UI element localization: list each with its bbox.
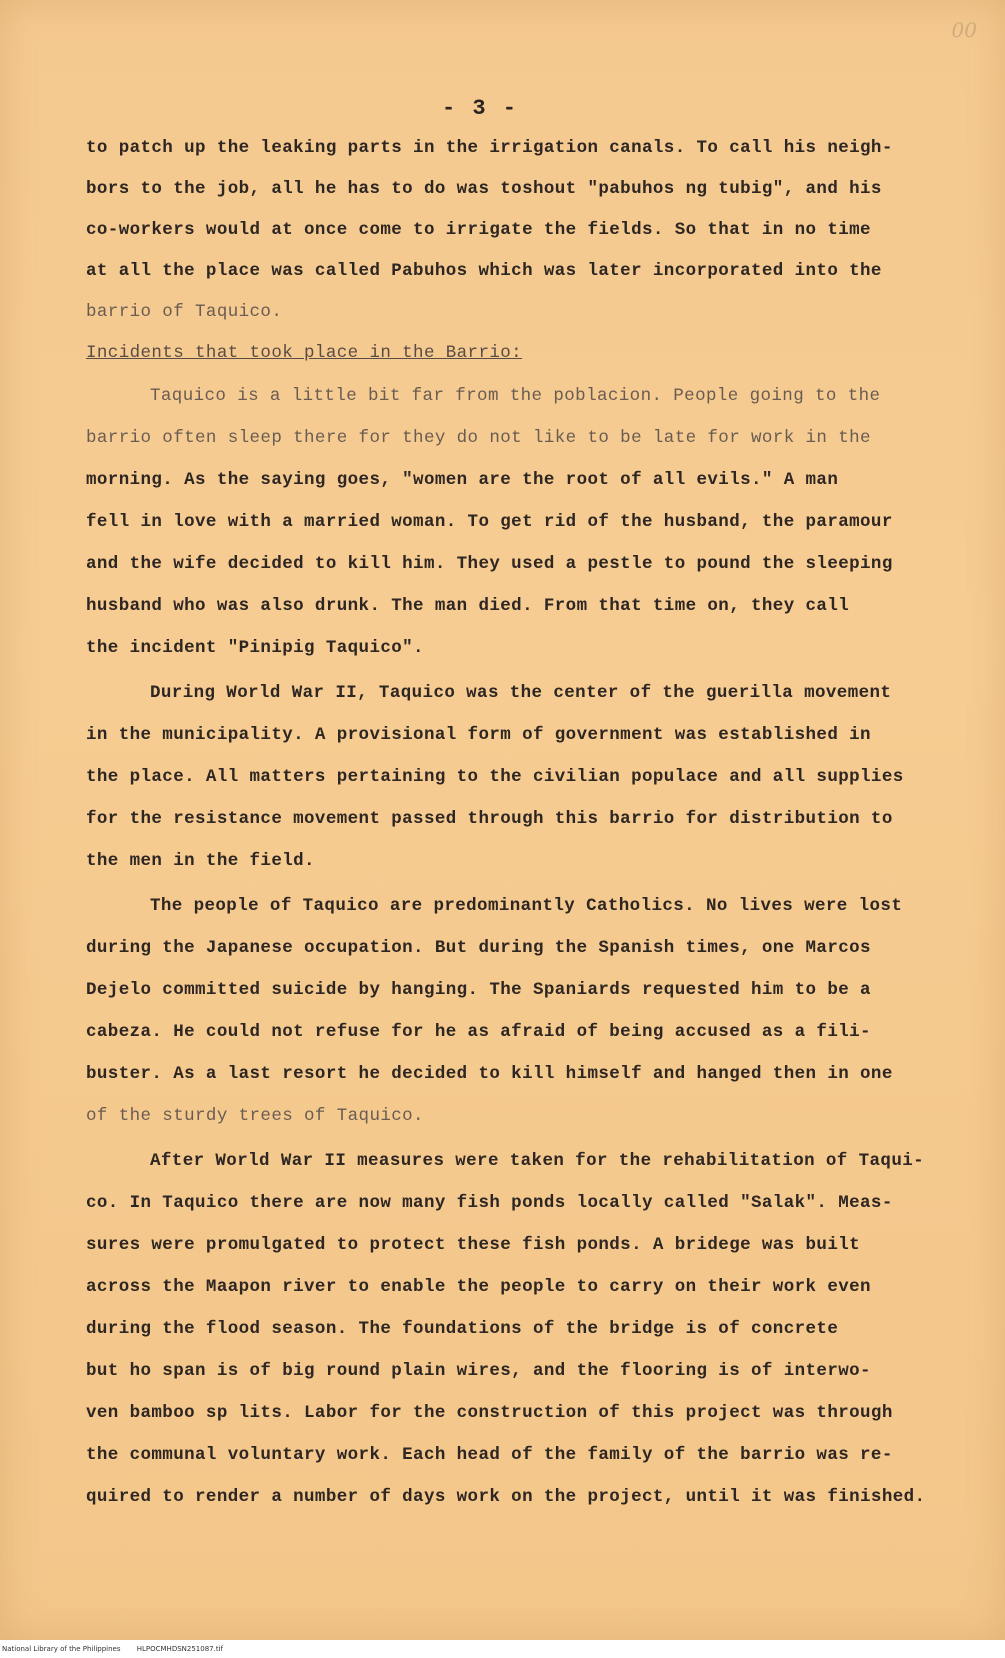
text-line: and the wife decided to kill him. They used a pestle to pound the sleeping xyxy=(86,554,893,574)
scan-footer xyxy=(0,1641,1005,1658)
text-line: During World War II, Taquico was the center of the guerilla movement xyxy=(150,683,892,703)
text-line: in the municipality. A provisional form of government was established in xyxy=(86,725,871,745)
footer-library: National Library of the Philippines xyxy=(2,1645,121,1653)
text-line: Dejelo committed suicide by hanging. The Spaniards requested him to be a xyxy=(86,980,871,1000)
text-line: cabeza. He could not refuse for he as afraid of being accused as a fili- xyxy=(86,1022,871,1042)
text-line: ven bamboo sp lits. Labor for the construction of this project was through xyxy=(86,1403,893,1423)
text-line: during the Japanese occupation. But during the Spanish times, one Marcos xyxy=(86,938,871,958)
text-line: across the Maapon river to enable the people to carry on their work even xyxy=(86,1277,871,1297)
section-heading: Incidents that took place in the Barrio: xyxy=(86,343,523,363)
text-line: After World War II measures were taken for the rehabilitation of Taqui- xyxy=(150,1151,925,1171)
text-line: of the sturdy trees of Taquico. xyxy=(86,1106,424,1126)
text-line: fell in love with a married woman. To get rid of the husband, the paramour xyxy=(86,512,893,532)
text-line: the communal voluntary work. Each head of the family of the barrio was re- xyxy=(86,1445,893,1465)
text-line: barrio often sleep there for they do not like to be late for work in the xyxy=(86,428,871,448)
text-line: morning. As the saying goes, "women are the root of all evils." A man xyxy=(86,470,839,490)
corner-mark: 00 xyxy=(951,18,977,42)
text-line: the place. All matters pertaining to the civilian populace and all supplies xyxy=(86,767,904,787)
text-line: during the flood season. The foundations of the bridge is of concrete xyxy=(86,1319,839,1339)
text-line: for the resistance movement passed through this barrio for distribution to xyxy=(86,809,893,829)
text-line: the incident "Pinipig Taquico". xyxy=(86,638,424,658)
text-line: to patch up the leaking parts in the irrigation canals. To call his neigh- xyxy=(86,138,893,158)
text-line: Taquico is a little bit far from the poblacion. People going to the xyxy=(150,386,881,406)
text-line: buster. As a last resort he decided to kill himself and hanged then in one xyxy=(86,1064,893,1084)
text-line: quired to render a number of days work on the project, until it was finished. xyxy=(86,1487,926,1507)
text-line: co. In Taquico there are now many fish ponds locally called "Salak". Meas- xyxy=(86,1193,893,1213)
text-line: bors to the job, all he has to do was toshout "pabuhos ng tubig", and his xyxy=(86,179,882,199)
text-line: at all the place was called Pabuhos which was later incorporated into the xyxy=(86,261,882,281)
page-number: - 3 - xyxy=(441,96,518,121)
text-line: sures were promulgated to protect these fish ponds. A bridege was built xyxy=(86,1235,861,1255)
text-line: husband who was also drunk. The man died. From that time on, they call xyxy=(86,596,850,616)
text-line: The people of Taquico are predominantly Catholics. No lives were lost xyxy=(150,896,903,916)
text-line: but ho span is of big round plain wires, and the flooring is of interwo- xyxy=(86,1361,871,1381)
text-line: the men in the field. xyxy=(86,851,315,871)
text-line: co-workers would at once come to irrigate the fields. So that in no time xyxy=(86,220,871,240)
footer-file: HLPOCMHDSN251087.tif xyxy=(136,1645,223,1653)
text-line: barrio of Taquico. xyxy=(86,302,283,322)
